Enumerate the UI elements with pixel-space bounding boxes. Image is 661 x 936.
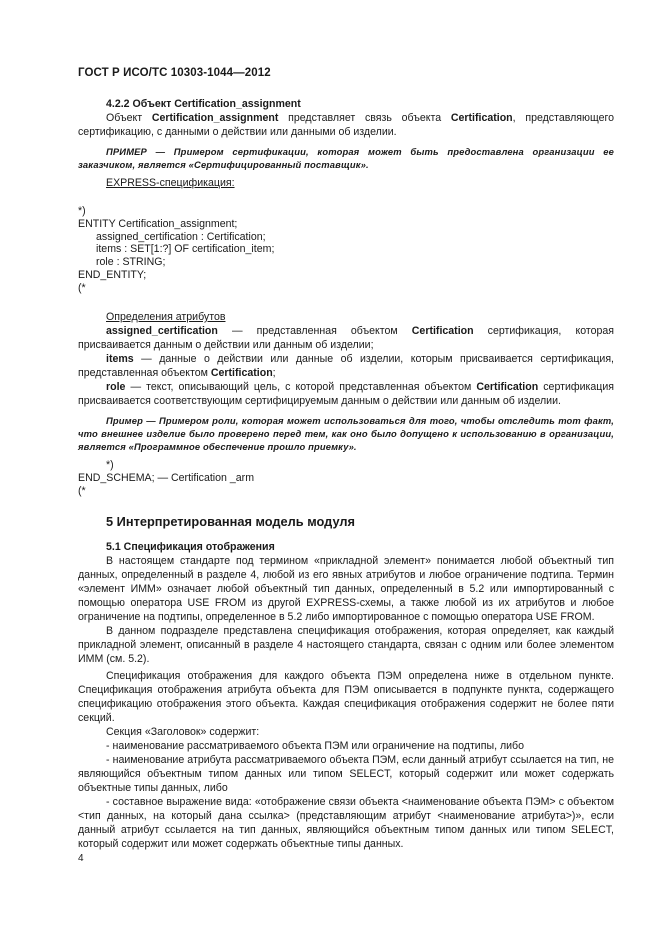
code-line: role : STRING; (96, 256, 166, 269)
express-label-wrap (78, 176, 614, 190)
code-line: END_ENTITY; (78, 268, 147, 281)
example-note: Пример — Примером роли, которая может использоваться для того, чтобы отследить тот факт, что внешнее изделие было проверено перед тем, как оно было допущено к использованию в организации, является «Программное обеспечение прошло приемку». (78, 415, 614, 452)
code-line: items : SET[1:?] OF certification_item; (96, 243, 275, 256)
list-item: - наименование рассматриваемого объекта ПЭМ или ограничение на подтипы, либо (106, 740, 525, 752)
paragraph: Спецификация отображения для каждого объекта ПЭМ определена ниже в отдельном пункте. Спецификация отображения атрибута объекта для ПЭМ описывается в подпункте пункта, содержащего спецификацию отображения этого объекта. Каждая спецификация отображения содержит не более пяти секций. (78, 670, 614, 724)
code-line: END_SCHEMA; — Certification _arm (78, 471, 255, 484)
example-note: ПРИМЕР — Примером сертификации, которая может быть предоставлена организации ее заказчиком, является «Сертифицированный поставщик». (78, 146, 614, 170)
code-line: *) (78, 205, 86, 217)
attribute-item: assigned_certification — представленная объектом Certification сертификация, которая присваивается данным о действии или данным об изделии; (78, 325, 614, 351)
express-spec-label: EXPRESS-спецификация: (106, 177, 235, 189)
document-header: ГОСТ Р ИСО/ТС 10303-1044—2012 (78, 67, 271, 79)
code-block (78, 205, 274, 295)
code-line: assigned_certification : Certification; (96, 230, 266, 243)
code-block (78, 459, 254, 497)
section-4-2-2 (78, 97, 614, 139)
code-line: (* (78, 281, 86, 294)
code-line: ENTITY Certification_assignment; (78, 217, 238, 230)
attribute-item: role — текст, описывающий цель, с которой представленная объектом Certification сертификация присваивается соответствующим сертифицируемым данным о действии или данным об изделии. (78, 381, 614, 407)
code-line: (* (78, 484, 86, 497)
section-5-title: 5 Интерпретированная модель модуля (106, 514, 355, 529)
list-item: - составное выражение вида: «отображение связи объекта <наименование объекта ПЭМ> с объектом <тип данных, на который дана ссылка> (представляющим атрибут <наименование атрибута>)», если данный атрибут ссылается на тип данных, являющийся объектным типом данных или типом SELECT, который содержит или может содержать объектные типы данных. (78, 796, 614, 850)
list-item: - наименование атрибута рассматриваемого объекта ПЭМ, если данный атрибут ссылается на тип, не являющийся объектным типом данных или типом SELECT, который содержит или может содержать объектные типы данных, либо (78, 754, 614, 794)
section-title: 4.2.2 Объект Certification_assignment (106, 98, 301, 110)
paragraph: В настоящем стандарте под термином «прикладной элемент» понимается любой объектный тип данных, определенный в разделе 4, любой из его явных атрибутов и любое ограничение подтипа. Термин «элемент ИММ» означает любой объектный тип данных, определенный в 5.2 или импортированный с помощью оператора USE FROM из другой EXPRESS-схемы, а также любой из их атрибутов и любое ограничение на подтипы, определенное в 5.2 либо импортированное с помощью оператора USE FROM. (78, 555, 614, 623)
paragraph: Объект Certification_assignment представляет связь объекта Certification, представляющего сертификацию, с данными о действии или данными об изделии. (78, 112, 614, 138)
attribute-item: items — данные о действии или данные об изделии, которым присваивается сертификация, представленная объектом Certification; (78, 353, 614, 379)
paragraph: Секция «Заголовок» содержит: (106, 726, 260, 738)
attribute-definitions (78, 310, 614, 408)
paragraph: В данном подразделе представлена спецификация отображения, которая определяет, как каждый прикладной элемент, описанный в разделе 4 настоящего стандарта, связан с одним или более элементом ИММ (см. 5.2). (78, 625, 614, 665)
section-title: 5.1 Спецификация отображения (106, 541, 275, 553)
page-number: 4 (78, 853, 84, 864)
attributes-label: Определения атрибутов (106, 311, 226, 323)
code-line: *) (106, 459, 114, 471)
section-5-1 (78, 540, 614, 851)
